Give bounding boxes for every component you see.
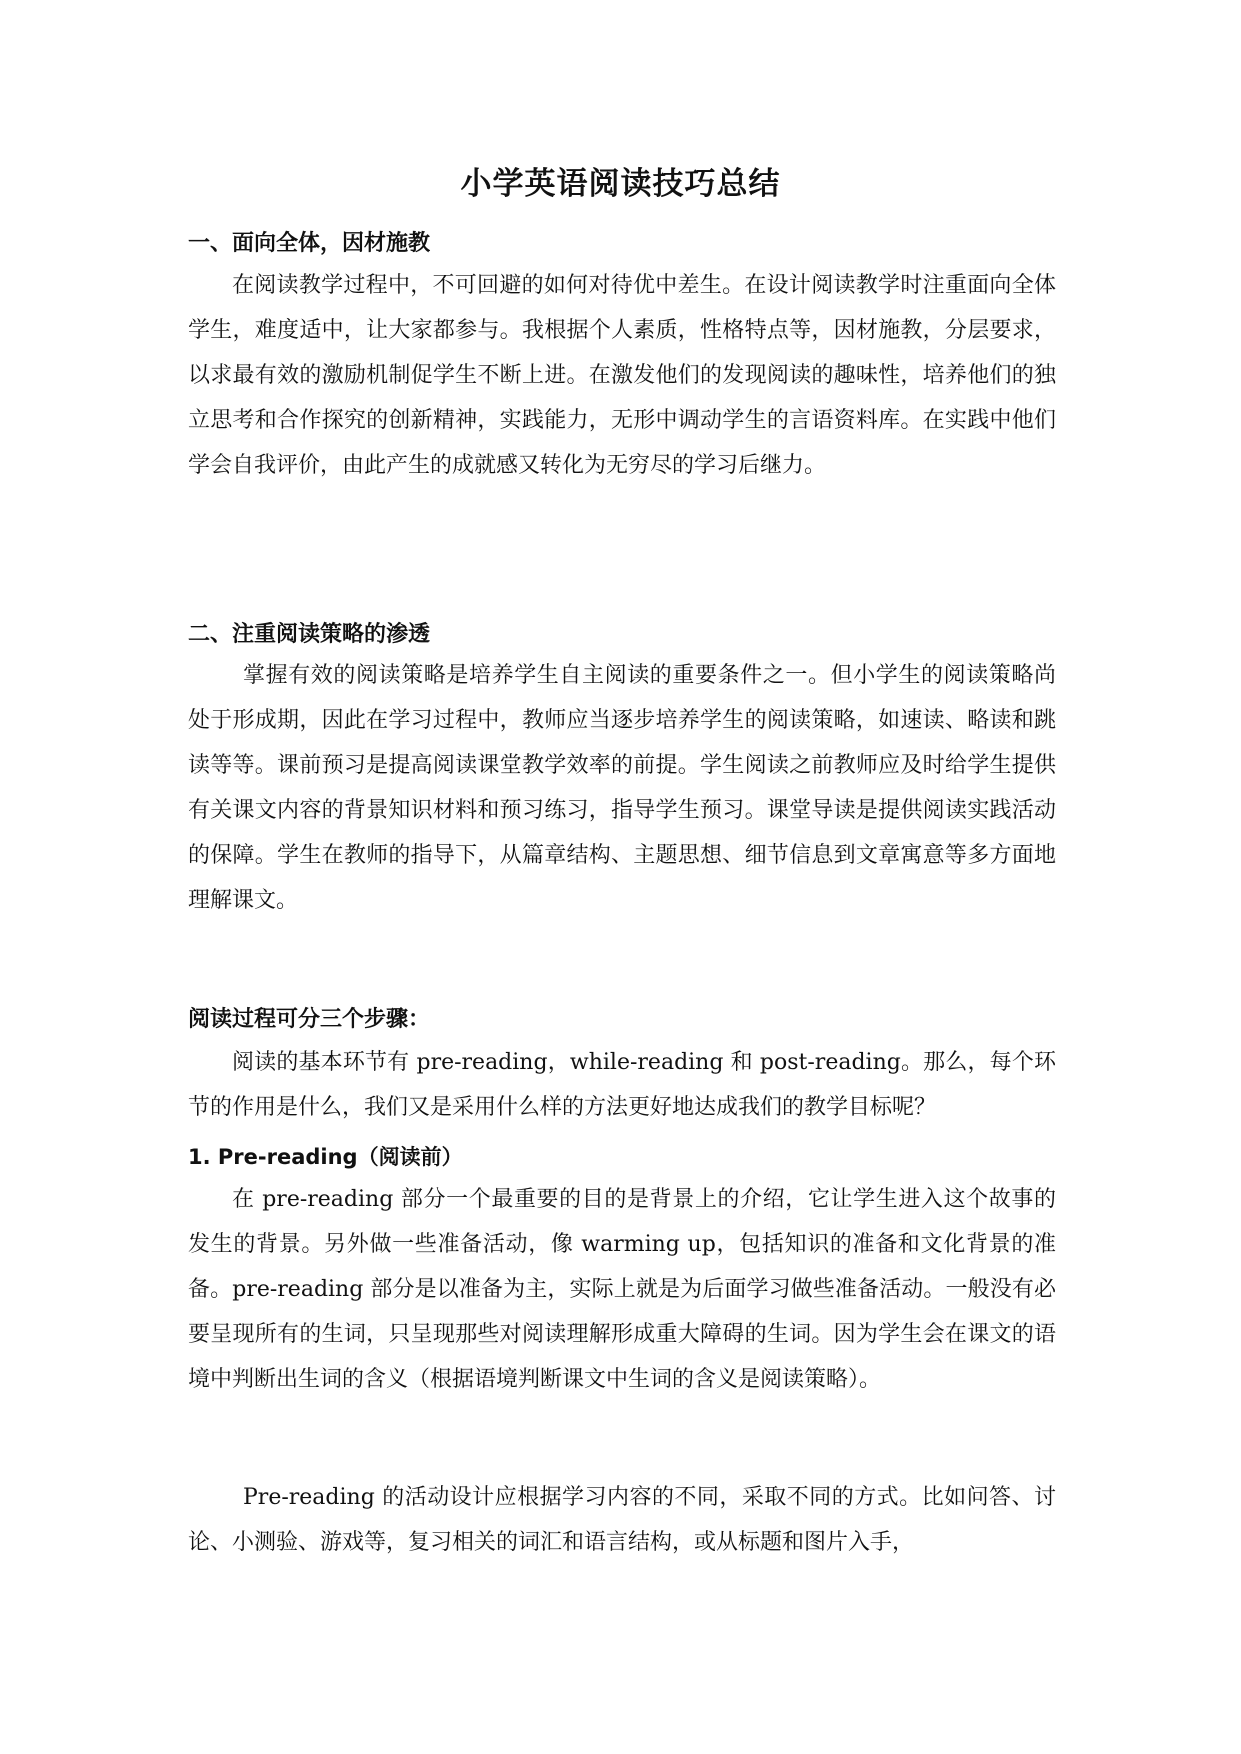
section-2-paragraph: 掌握有效的阅读策略是培养学生自主阅读的重要条件之一。但小学生的阅读策略尚处于形成期，因此在学习过程中，教师应当逐步培养学生的阅读策略，如速读、略读和跳读等等。课前预习是提高阅读课堂教学效率的前提。学生阅读之前教师应及时给学生提供有关课文内容的背景知识材料和预习练习，指导学生预习。课堂导读是提供阅读实践活动的保障。学生在教师的指导下，从篇章结构、主题思想、细节信息到文章寓意等多方面地理解课文。: [188, 663, 1056, 913]
pre-reading-subheading: 1. Pre-reading（阅读前）: [188, 1145, 463, 1169]
section-2-heading: 二、注重阅读策略的渗透: [188, 622, 431, 647]
section-1-paragraph: 在阅读教学过程中，不可回避的如何对待优中差生。在设计阅读教学时注重面向全体学生，难度适中，让大家都参与。我根据个人素质，性格特点等，因材施教，分层要求，以求最有效的激励机制促学生不断上进。在激发他们的发现阅读的趣味性，培养他们的独立思考和合作探究的创新精神，实践能力，无形中调动学生的言语资料库。在实践中他们学会自我评价，由此产生的成就感又转化为无穷尽的学习后继力。: [188, 273, 1056, 478]
section-3-heading: 阅读过程可分三个步骤：: [188, 1007, 431, 1032]
pre-reading-activities-paragraph: Pre-reading 的活动设计应根据学习内容的不同，采取不同的方式。比如问答、讨论、小测验、游戏等，复习相关的词汇和语言结构，或从标题和图片入手，: [188, 1485, 1056, 1555]
document-title: 小学英语阅读技巧总结: [460, 166, 781, 202]
pre-reading-paragraph: 在 pre-reading 部分一个最重要的目的是背景上的介绍，它让学生进入这个故事的发生的背景。另外做一些准备活动，像 warming up，包括知识的准备和文化背景的准备。pre-reading 部分是以准备为主，实际上就是为后面学习做些准备活动。一般没有必要呈现所有的生词，只呈现那些对阅读理解形成重大障碍的生词。因为学生会在课文的语境中判断出生词的含义（根据语境判断课文中生词的含义是阅读策略）。: [188, 1187, 1056, 1392]
section-1-heading: 一、面向全体，因材施教: [188, 231, 431, 256]
section-3-paragraph: 阅读的基本环节有 pre-reading，while-reading 和 post-reading。那么，每个环节的作用是什么，我们又是采用什么样的方法更好地达成我们的教学目标呢？: [188, 1050, 1056, 1120]
